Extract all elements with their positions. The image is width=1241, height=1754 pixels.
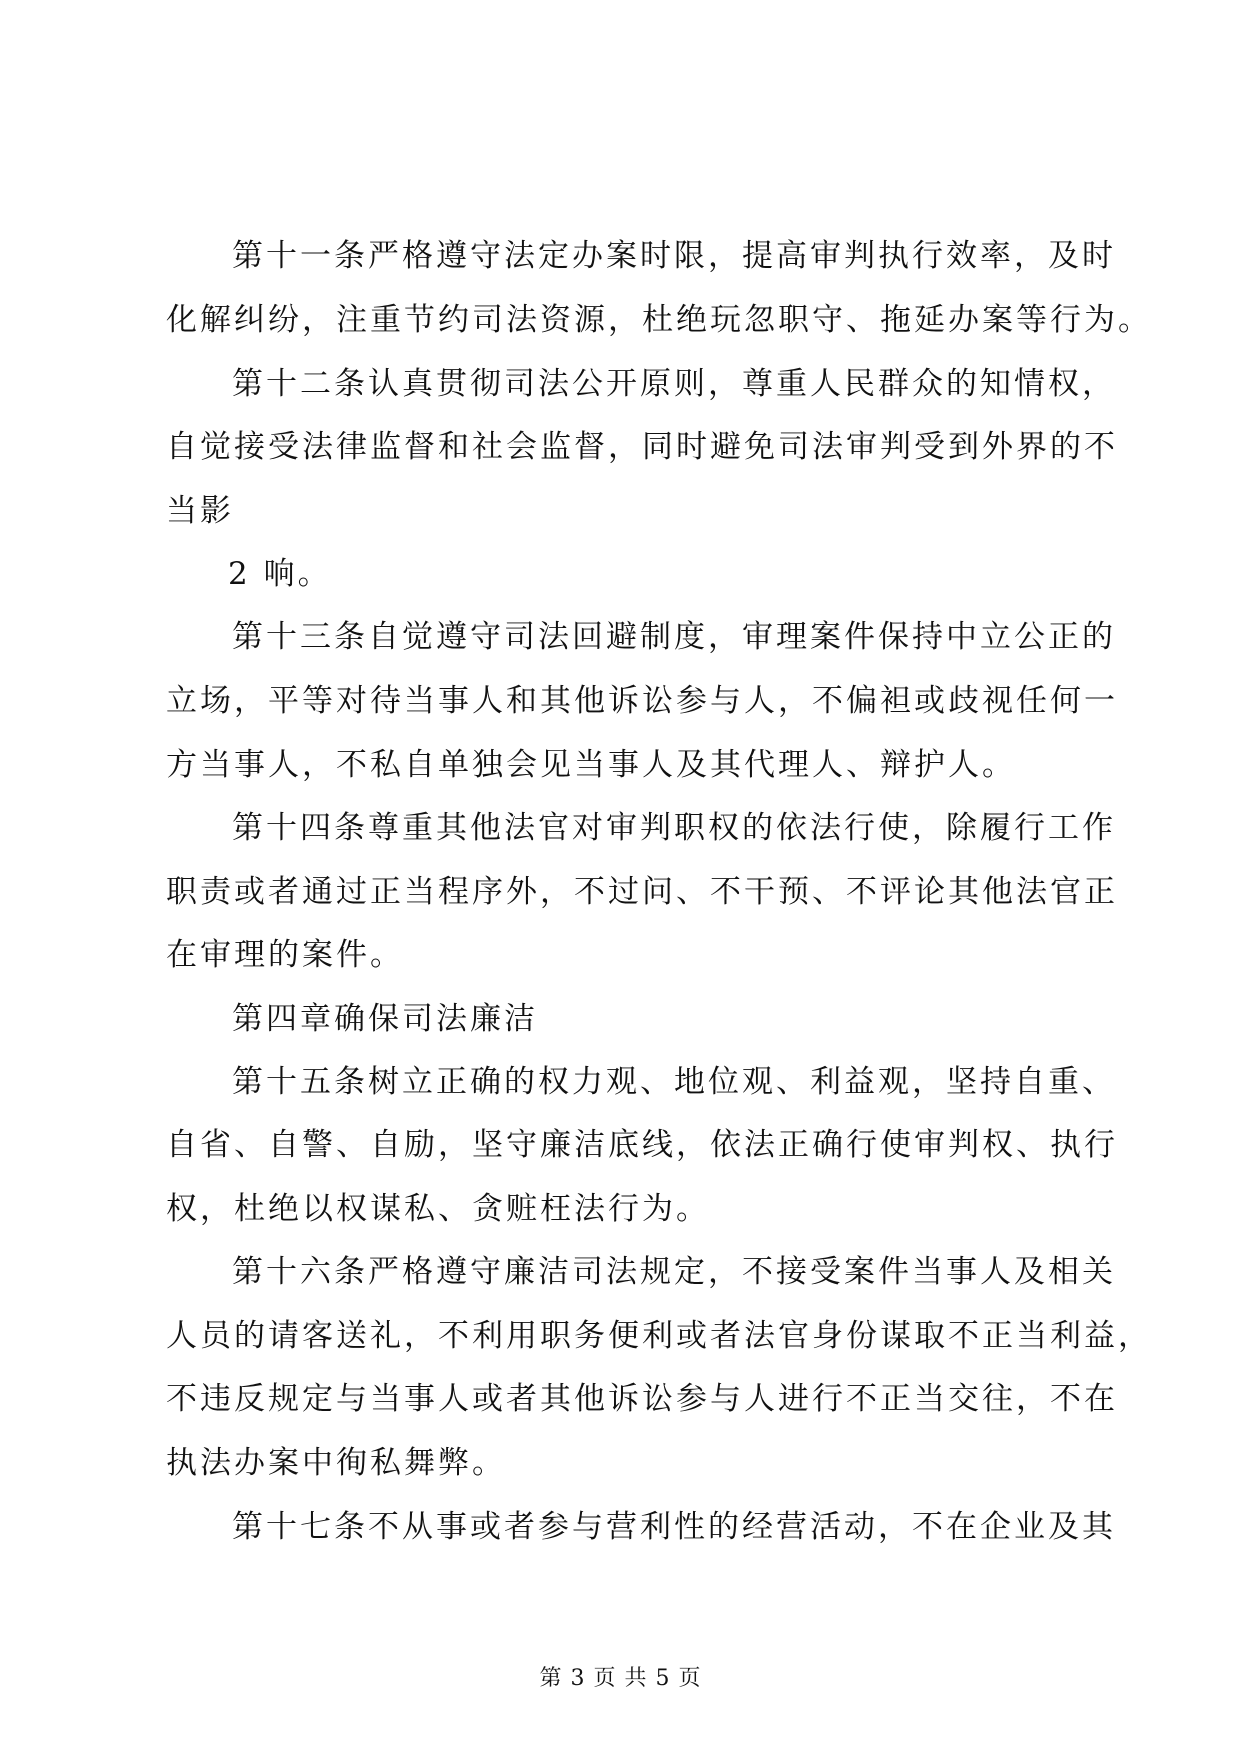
chapter-heading: 第四章确保司法廉洁 — [232, 1001, 538, 1037]
text-line: 立场，平等对待当事人和其他诉讼参与人，不偏袒或歧视任何一 — [166, 683, 1118, 719]
text-line: 第十六条严格遵守廉洁司法规定，不接受案件当事人及相关 — [232, 1254, 1116, 1290]
text-line: 不违反规定与当事人或者其他诉讼参与人进行不正当交往，不在 — [166, 1381, 1118, 1417]
text-line: 第十七条不从事或者参与营利性的经营活动，不在企业及其 — [232, 1509, 1116, 1545]
text-line: 自省、自警、自励，坚守廉洁底线，依法正确行使审判权、执行 — [166, 1127, 1118, 1163]
text-line: 人员的请客送礼，不利用职务便利或者法官身份谋取不正当利益， — [166, 1318, 1152, 1354]
text-line: 权，杜绝以权谋私、贪赃枉法行为。 — [166, 1191, 710, 1227]
text-line: 第十二条认真贯彻司法公开原则，尊重人民群众的知情权， — [232, 366, 1116, 402]
text-line: 2 响。 — [228, 556, 332, 592]
text-line: 化解纠纷，注重节约司法资源，杜绝玩忽职守、拖延办案等行为。 — [166, 302, 1152, 338]
text-line: 职责或者通过正当程序外，不过问、不干预、不评论其他法官正 — [166, 874, 1118, 910]
text-line: 第十五条树立正确的权力观、地位观、利益观，坚持自重、 — [232, 1064, 1116, 1100]
text-line: 自觉接受法律监督和社会监督，同时避免司法审判受到外界的不 — [166, 429, 1118, 465]
text-line: 当影 — [166, 493, 234, 529]
text-line: 第十四条尊重其他法官对审判职权的依法行使，除履行工作 — [232, 810, 1116, 846]
text-line: 方当事人，不私自单独会见当事人及其代理人、辩护人。 — [166, 747, 1016, 783]
text-line: 执法办案中徇私舞弊。 — [166, 1445, 506, 1481]
text-line: 第十三条自觉遵守司法回避制度，审理案件保持中立公正的 — [232, 619, 1116, 655]
page-number-footer: 第 3 页 共 5 页 — [539, 1666, 702, 1691]
text-line: 第十一条严格遵守法定办案时限，提高审判执行效率，及时 — [232, 238, 1116, 274]
text-line: 在审理的案件。 — [166, 937, 404, 973]
